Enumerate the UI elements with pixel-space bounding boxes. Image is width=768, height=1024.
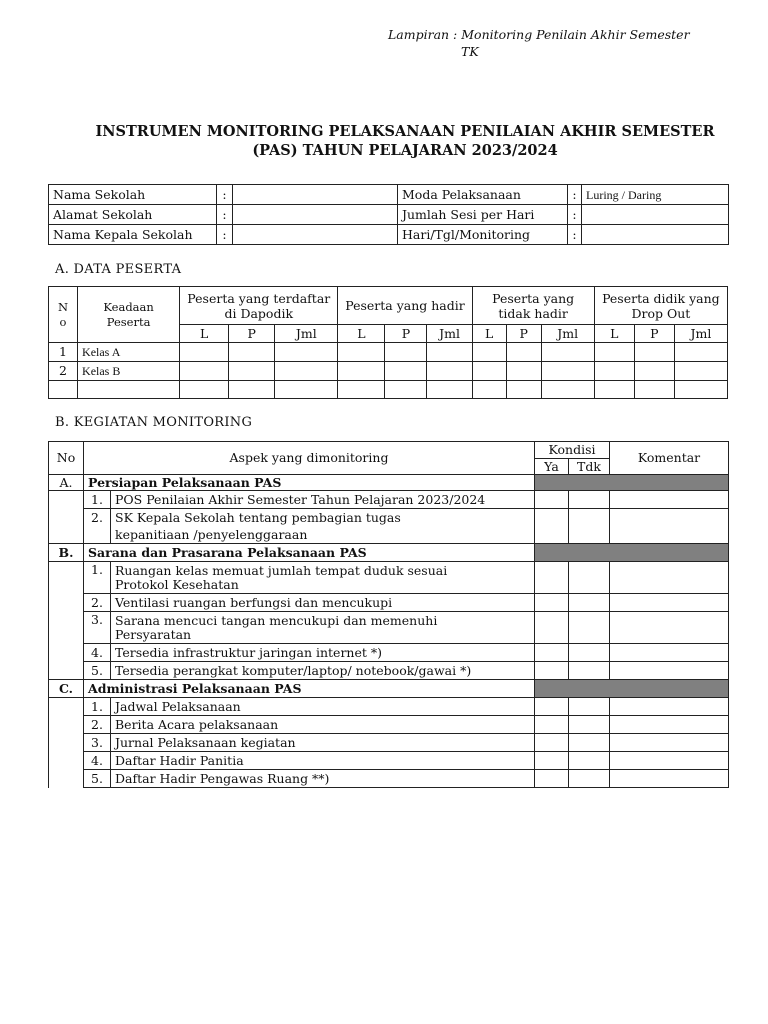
table-row (49, 662, 729, 680)
sub-jml: Jml (674, 325, 727, 343)
sub-l: L (472, 325, 506, 343)
ya-cell[interactable] (535, 594, 569, 612)
tdk-header: Tdk (569, 459, 610, 475)
alamat-sekolah-field[interactable] (233, 205, 398, 225)
table-row (49, 734, 729, 752)
colon: : (568, 205, 582, 225)
item-no: 1. (84, 698, 111, 716)
sub-l: L (180, 325, 229, 343)
item-text-continued: Protokol Kesehatan (115, 576, 239, 592)
group-title: Sarana dan Prasarana Pelaksanaan PAS (84, 544, 535, 562)
cell[interactable] (594, 343, 634, 362)
tdk-cell[interactable] (569, 716, 610, 734)
cell[interactable] (594, 362, 634, 381)
cell[interactable] (49, 381, 78, 399)
table-row (49, 612, 729, 644)
label-nama-sekolah: Nama Sekolah (49, 185, 217, 205)
colon: : (217, 225, 233, 245)
blank-cell (49, 644, 84, 662)
cell[interactable] (541, 343, 594, 362)
item-no: 4. (84, 644, 111, 662)
no-header: No (49, 442, 84, 475)
table-row (49, 698, 729, 716)
sub-p: P (385, 325, 427, 343)
cell[interactable] (594, 381, 634, 399)
komentar-cell[interactable] (610, 698, 729, 716)
cell[interactable] (229, 343, 275, 362)
item-no: 4. (84, 752, 111, 770)
cell[interactable] (634, 381, 674, 399)
item-no: 1. (84, 562, 111, 594)
cell[interactable] (506, 362, 541, 381)
keadaan-header: Keadaan Peserta (78, 287, 180, 343)
table-row (49, 594, 729, 612)
cell[interactable] (506, 343, 541, 362)
tdk-cell[interactable] (569, 644, 610, 662)
row-label: Kelas B (78, 362, 180, 381)
cell[interactable] (385, 381, 427, 399)
item-text: Sarana mencuci tangan mencukupi dan memenuhi (115, 612, 438, 628)
group-row-b (49, 544, 729, 562)
ya-cell[interactable] (535, 752, 569, 770)
komentar-cell[interactable] (610, 716, 729, 734)
cell[interactable] (674, 343, 727, 362)
cell[interactable] (385, 362, 427, 381)
item-text: Jurnal Pelaksanaan kegiatan (111, 734, 535, 752)
title-line-2: (PAS) TAHUN PELAJARAN 2023/2024 (252, 142, 558, 159)
item-no: 2. (84, 594, 111, 612)
item-text: Daftar Hadir Pengawas Ruang **) (111, 770, 535, 788)
tdk-cell[interactable] (569, 594, 610, 612)
cell[interactable] (472, 343, 506, 362)
group-letter: C. (49, 680, 84, 698)
colon: : (568, 225, 582, 245)
nama-sekolah-field[interactable] (233, 185, 398, 205)
tdk-cell[interactable] (569, 770, 610, 788)
colon: : (217, 185, 233, 205)
label-alamat-sekolah: Alamat Sekolah (49, 205, 217, 225)
sub-jml: Jml (427, 325, 472, 343)
table-row (49, 362, 728, 381)
table-row (49, 716, 729, 734)
tdk-cell[interactable] (569, 562, 610, 594)
sub-p: P (634, 325, 674, 343)
document-title (48, 122, 762, 160)
header-terdaftar: Peserta yang terdaftar di Dapodik (180, 287, 338, 325)
colon: : (568, 185, 582, 205)
table-row (49, 562, 729, 594)
item-no: 5. (84, 770, 111, 788)
kegiatan-monitoring-table (48, 441, 729, 788)
tdk-cell[interactable] (569, 662, 610, 680)
blank-cell (49, 594, 84, 612)
cell[interactable] (634, 343, 674, 362)
item-no: 1. (84, 491, 111, 509)
item-text-multiline (111, 612, 535, 644)
komentar-cell[interactable] (610, 509, 729, 544)
ya-cell[interactable] (535, 662, 569, 680)
jumlah-sesi-field[interactable] (582, 205, 729, 225)
group-row-a (49, 475, 729, 491)
item-text: Daftar Hadir Panitia (111, 752, 535, 770)
ya-cell[interactable] (535, 734, 569, 752)
item-no: 2. (84, 509, 111, 544)
label-jumlah-sesi: Jumlah Sesi per Hari (398, 205, 568, 225)
ya-cell[interactable] (535, 770, 569, 788)
group-title: Administrasi Pelaksanaan PAS (84, 680, 535, 698)
header-tidak-hadir: Peserta yang tidak hadir (472, 287, 594, 325)
komentar-cell[interactable] (610, 734, 729, 752)
komentar-cell[interactable] (610, 644, 729, 662)
sub-jml: Jml (275, 325, 338, 343)
table-row (49, 343, 728, 362)
nama-kepala-field[interactable] (233, 225, 398, 245)
ya-cell[interactable] (535, 562, 569, 594)
komentar-cell[interactable] (610, 491, 729, 509)
item-no: 2. (84, 716, 111, 734)
data-peserta-table (48, 286, 728, 399)
tdk-cell[interactable] (569, 509, 610, 544)
cell[interactable] (338, 381, 385, 399)
ya-header: Ya (535, 459, 569, 475)
item-text-continued: Persyaratan (115, 626, 192, 642)
ya-cell[interactable] (535, 491, 569, 509)
cell[interactable] (634, 362, 674, 381)
row-no: 2 (49, 362, 78, 381)
komentar-cell[interactable] (610, 562, 729, 594)
header-hadir: Peserta yang hadir (338, 287, 472, 325)
blank-cell (49, 509, 84, 544)
blank-cell (49, 491, 84, 509)
cell[interactable] (472, 362, 506, 381)
tdk-cell[interactable] (569, 698, 610, 716)
item-text: Berita Acara pelaksanaan (111, 716, 535, 734)
table-row (49, 770, 729, 788)
item-text: SK Kepala Sekolah tentang pembagian tugas (115, 510, 401, 525)
cell[interactable] (674, 381, 727, 399)
cell[interactable] (180, 381, 229, 399)
cell[interactable] (427, 343, 472, 362)
row-no: 1 (49, 343, 78, 362)
cell[interactable] (180, 343, 229, 362)
cell[interactable] (427, 362, 472, 381)
table-row (49, 509, 729, 544)
shaded-cell (535, 544, 729, 562)
row-label: Kelas A (78, 343, 180, 362)
item-no: 3. (84, 734, 111, 752)
cell[interactable] (472, 381, 506, 399)
cell[interactable] (338, 362, 385, 381)
header-drop-out: Peserta didik yang Drop Out (594, 287, 727, 325)
tdk-cell[interactable] (569, 752, 610, 770)
colon: : (217, 205, 233, 225)
item-no: 3. (84, 612, 111, 644)
blank-cell (49, 770, 84, 788)
label-moda: Moda Pelaksanaan (398, 185, 568, 205)
cell[interactable] (674, 362, 727, 381)
blank-cell (49, 562, 84, 594)
attachment-line-2: TK (461, 44, 479, 59)
item-no: 5. (84, 662, 111, 680)
attachment-line-1: Lampiran : Monitoring Penilain Akhir Semester (388, 27, 690, 42)
blank-cell (49, 662, 84, 680)
cell[interactable] (338, 343, 385, 362)
attachment-note (388, 26, 690, 60)
cell[interactable] (506, 381, 541, 399)
sub-p: P (506, 325, 541, 343)
item-text-multiline (111, 509, 535, 544)
shaded-cell (535, 475, 729, 491)
no-header: N o (49, 287, 78, 343)
group-letter: B. (49, 544, 84, 562)
group-row-c (49, 680, 729, 698)
cell[interactable] (78, 381, 180, 399)
cell[interactable] (275, 381, 338, 399)
tdk-cell[interactable] (569, 734, 610, 752)
label-nama-kepala: Nama Kepala Sekolah (49, 225, 217, 245)
section-b-heading: B. KEGIATAN MONITORING (55, 415, 253, 430)
ya-cell[interactable] (535, 509, 569, 544)
blank-cell (49, 716, 84, 734)
komentar-cell[interactable] (610, 752, 729, 770)
cell[interactable] (427, 381, 472, 399)
title-line-1: INSTRUMEN MONITORING PELAKSANAAN PENILAIAN AKHIR SEMESTER (95, 123, 715, 140)
group-letter: A. (49, 475, 84, 491)
tdk-cell[interactable] (569, 491, 610, 509)
cell[interactable] (275, 343, 338, 362)
cell[interactable] (541, 381, 594, 399)
cell[interactable] (541, 362, 594, 381)
komentar-cell[interactable] (610, 594, 729, 612)
ya-cell[interactable] (535, 698, 569, 716)
item-text-continued: kepanitiaan /penyelenggaraan (115, 527, 308, 542)
blank-cell (49, 752, 84, 770)
blank-cell (49, 612, 84, 644)
table-row (49, 381, 728, 399)
ya-cell[interactable] (535, 716, 569, 734)
table-row (49, 491, 729, 509)
sub-p: P (229, 325, 275, 343)
tdk-cell[interactable] (569, 612, 610, 644)
sub-l: L (338, 325, 385, 343)
item-text: Jadwal Pelaksanaan (111, 698, 535, 716)
sub-l: L (594, 325, 634, 343)
item-text: Tersedia infrastruktur jaringan internet *) (111, 644, 535, 662)
blank-cell (49, 698, 84, 716)
label-hari-tgl: Hari/Tgl/Monitoring (398, 225, 568, 245)
school-info-table (48, 184, 729, 245)
komentar-cell[interactable] (610, 662, 729, 680)
ya-cell[interactable] (535, 644, 569, 662)
item-text: POS Penilaian Akhir Semester Tahun Pelajaran 2023/2024 (111, 491, 535, 509)
cell[interactable] (229, 381, 275, 399)
cell[interactable] (180, 362, 229, 381)
komentar-cell[interactable] (610, 612, 729, 644)
komentar-cell[interactable] (610, 770, 729, 788)
item-text: Tersedia perangkat komputer/laptop/ notebook/gawai *) (111, 662, 535, 680)
group-title: Persiapan Pelaksanaan PAS (84, 475, 535, 491)
hari-tgl-field[interactable] (582, 225, 729, 245)
table-row (49, 752, 729, 770)
aspek-header: Aspek yang dimonitoring (84, 442, 535, 475)
moda-value[interactable]: Luring / Daring (582, 185, 729, 205)
item-text-multiline (111, 562, 535, 594)
table-row (49, 644, 729, 662)
item-text: Ruangan kelas memuat jumlah tempat duduk sesuai (115, 562, 448, 578)
cell[interactable] (229, 362, 275, 381)
kondisi-header: Kondisi (535, 442, 610, 459)
cell[interactable] (275, 362, 338, 381)
item-text: Ventilasi ruangan berfungsi dan mencukupi (111, 594, 535, 612)
cell[interactable] (385, 343, 427, 362)
blank-cell (49, 734, 84, 752)
komentar-header: Komentar (610, 442, 729, 475)
shaded-cell (535, 680, 729, 698)
ya-cell[interactable] (535, 612, 569, 644)
section-a-heading: A. DATA PESERTA (55, 262, 182, 277)
sub-jml: Jml (541, 325, 594, 343)
